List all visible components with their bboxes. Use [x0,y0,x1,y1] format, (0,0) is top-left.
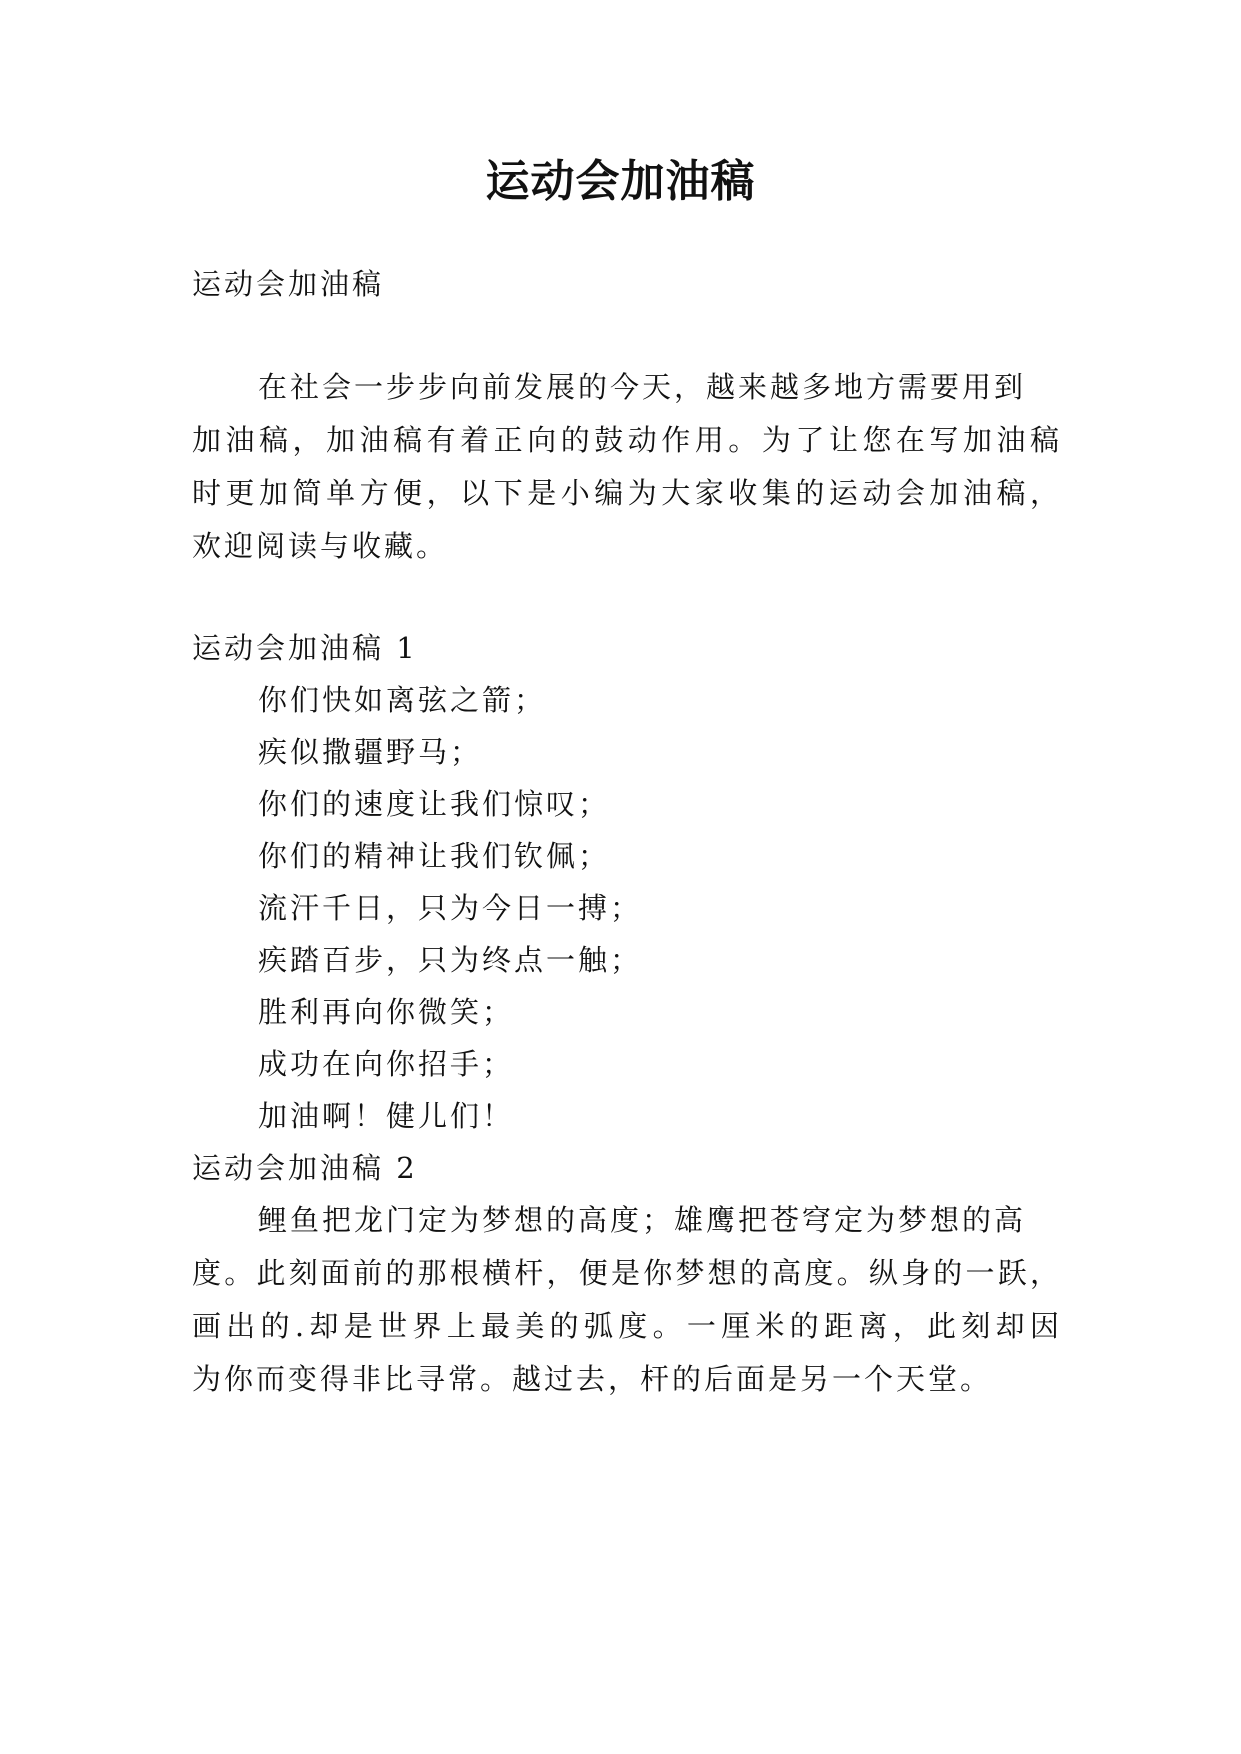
document-subtitle: 运动会加油稿 [192,267,385,301]
section1-heading: 运动会加油稿 1 [192,631,418,665]
section1-line-4: 你们的精神让我们钦佩； [258,839,611,873]
section1-line-3: 你们的速度让我们惊叹； [258,787,611,821]
section2-line-3: 画出的.却是世界上最美的弧度。一厘米的距离，此刻却因 [192,1309,1062,1343]
document-title: 运动会加油稿 [485,156,756,207]
intro-line-2: 加油稿，加油稿有着正向的鼓动作用。为了让您在写加油稿 [192,423,1062,457]
section2-line-2: 度。此刻面前的那根横杆，便是你梦想的高度。纵身的一跃， [192,1256,1062,1290]
section2-line-1: 鲤鱼把龙门定为梦想的高度；雄鹰把苍穹定为梦想的高 [258,1203,1027,1237]
section1-line-2: 疾似撒疆野马； [258,735,483,769]
section1-line-6: 疾踏百步，只为终点一触； [258,943,643,977]
section1-line-7: 胜利再向你微笑； [258,995,515,1029]
intro-line-1: 在社会一步步向前发展的今天，越来越多地方需要用到 [258,370,1027,404]
section1-line-5: 流汗千日，只为今日一搏； [258,891,643,925]
section1-line-9: 加油啊！健儿们！ [258,1099,515,1133]
intro-line-4: 欢迎阅读与收藏。 [192,529,449,563]
section1-line-8: 成功在向你招手； [258,1047,515,1081]
section1-line-1: 你们快如离弦之箭； [258,683,547,717]
intro-line-3: 时更加简单方便，以下是小编为大家收集的运动会加油稿， [192,476,1062,510]
section2-heading: 运动会加油稿 2 [192,1151,418,1185]
section2-line-4: 为你而变得非比寻常。越过去，杆的后面是另一个天堂。 [192,1362,993,1396]
